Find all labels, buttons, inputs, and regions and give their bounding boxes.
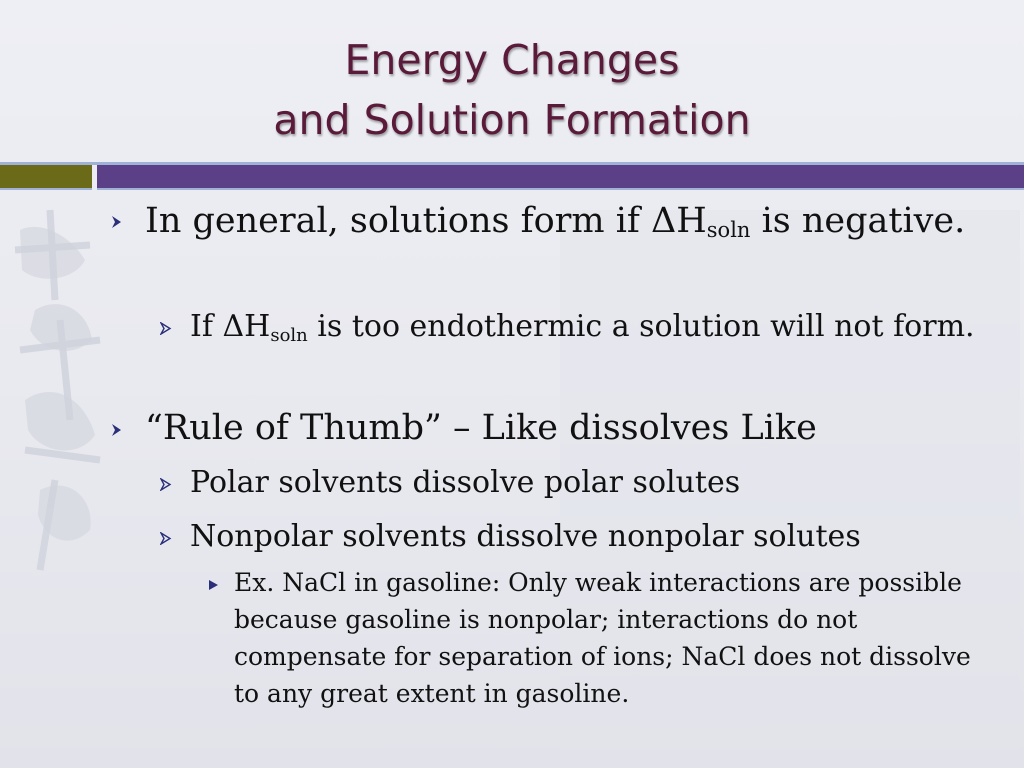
bullet-polar-solvents: Polar solvents dissolve polar solutes — [190, 465, 741, 500]
arrowhead-outline-icon — [160, 476, 172, 495]
title-line-2: and Solution Formation — [273, 96, 751, 144]
bullet-text-sub: soln — [270, 325, 308, 346]
title-line-1: Energy Changes — [344, 36, 680, 84]
bullet-text-pre: In general, solutions form if ΔH — [145, 201, 707, 241]
bullet-nacl-example: Ex. NaCl in gasoline: Only weak interactions are possible because gasoline is nonpolar; interactions do not compensate for separation of ions; NaCl does not dissolve to any great extent in gasoline. — [234, 568, 971, 708]
bullet-text-pre: If ΔH — [190, 309, 271, 344]
chevron-right-icon — [110, 422, 124, 442]
arrowhead-outline-icon — [160, 320, 172, 339]
bullet-text-sub: soln — [706, 218, 751, 242]
bullet-nonpolar-solvents: Nonpolar solvents dissolve nonpolar solutes — [190, 519, 861, 554]
bullet-text-post: is too endothermic a solution will not form. — [307, 309, 975, 344]
bullet-too-endothermic — [190, 306, 990, 348]
chevron-right-icon — [110, 214, 124, 234]
arrowhead-filled-icon — [208, 576, 219, 595]
bullet-rule-of-thumb: “Rule of Thumb” – Like dissolves Like — [145, 408, 817, 448]
arrowhead-outline-icon — [160, 530, 172, 549]
bullet-solutions-form — [145, 197, 985, 245]
bullet-text-post: is negative. — [750, 201, 966, 241]
